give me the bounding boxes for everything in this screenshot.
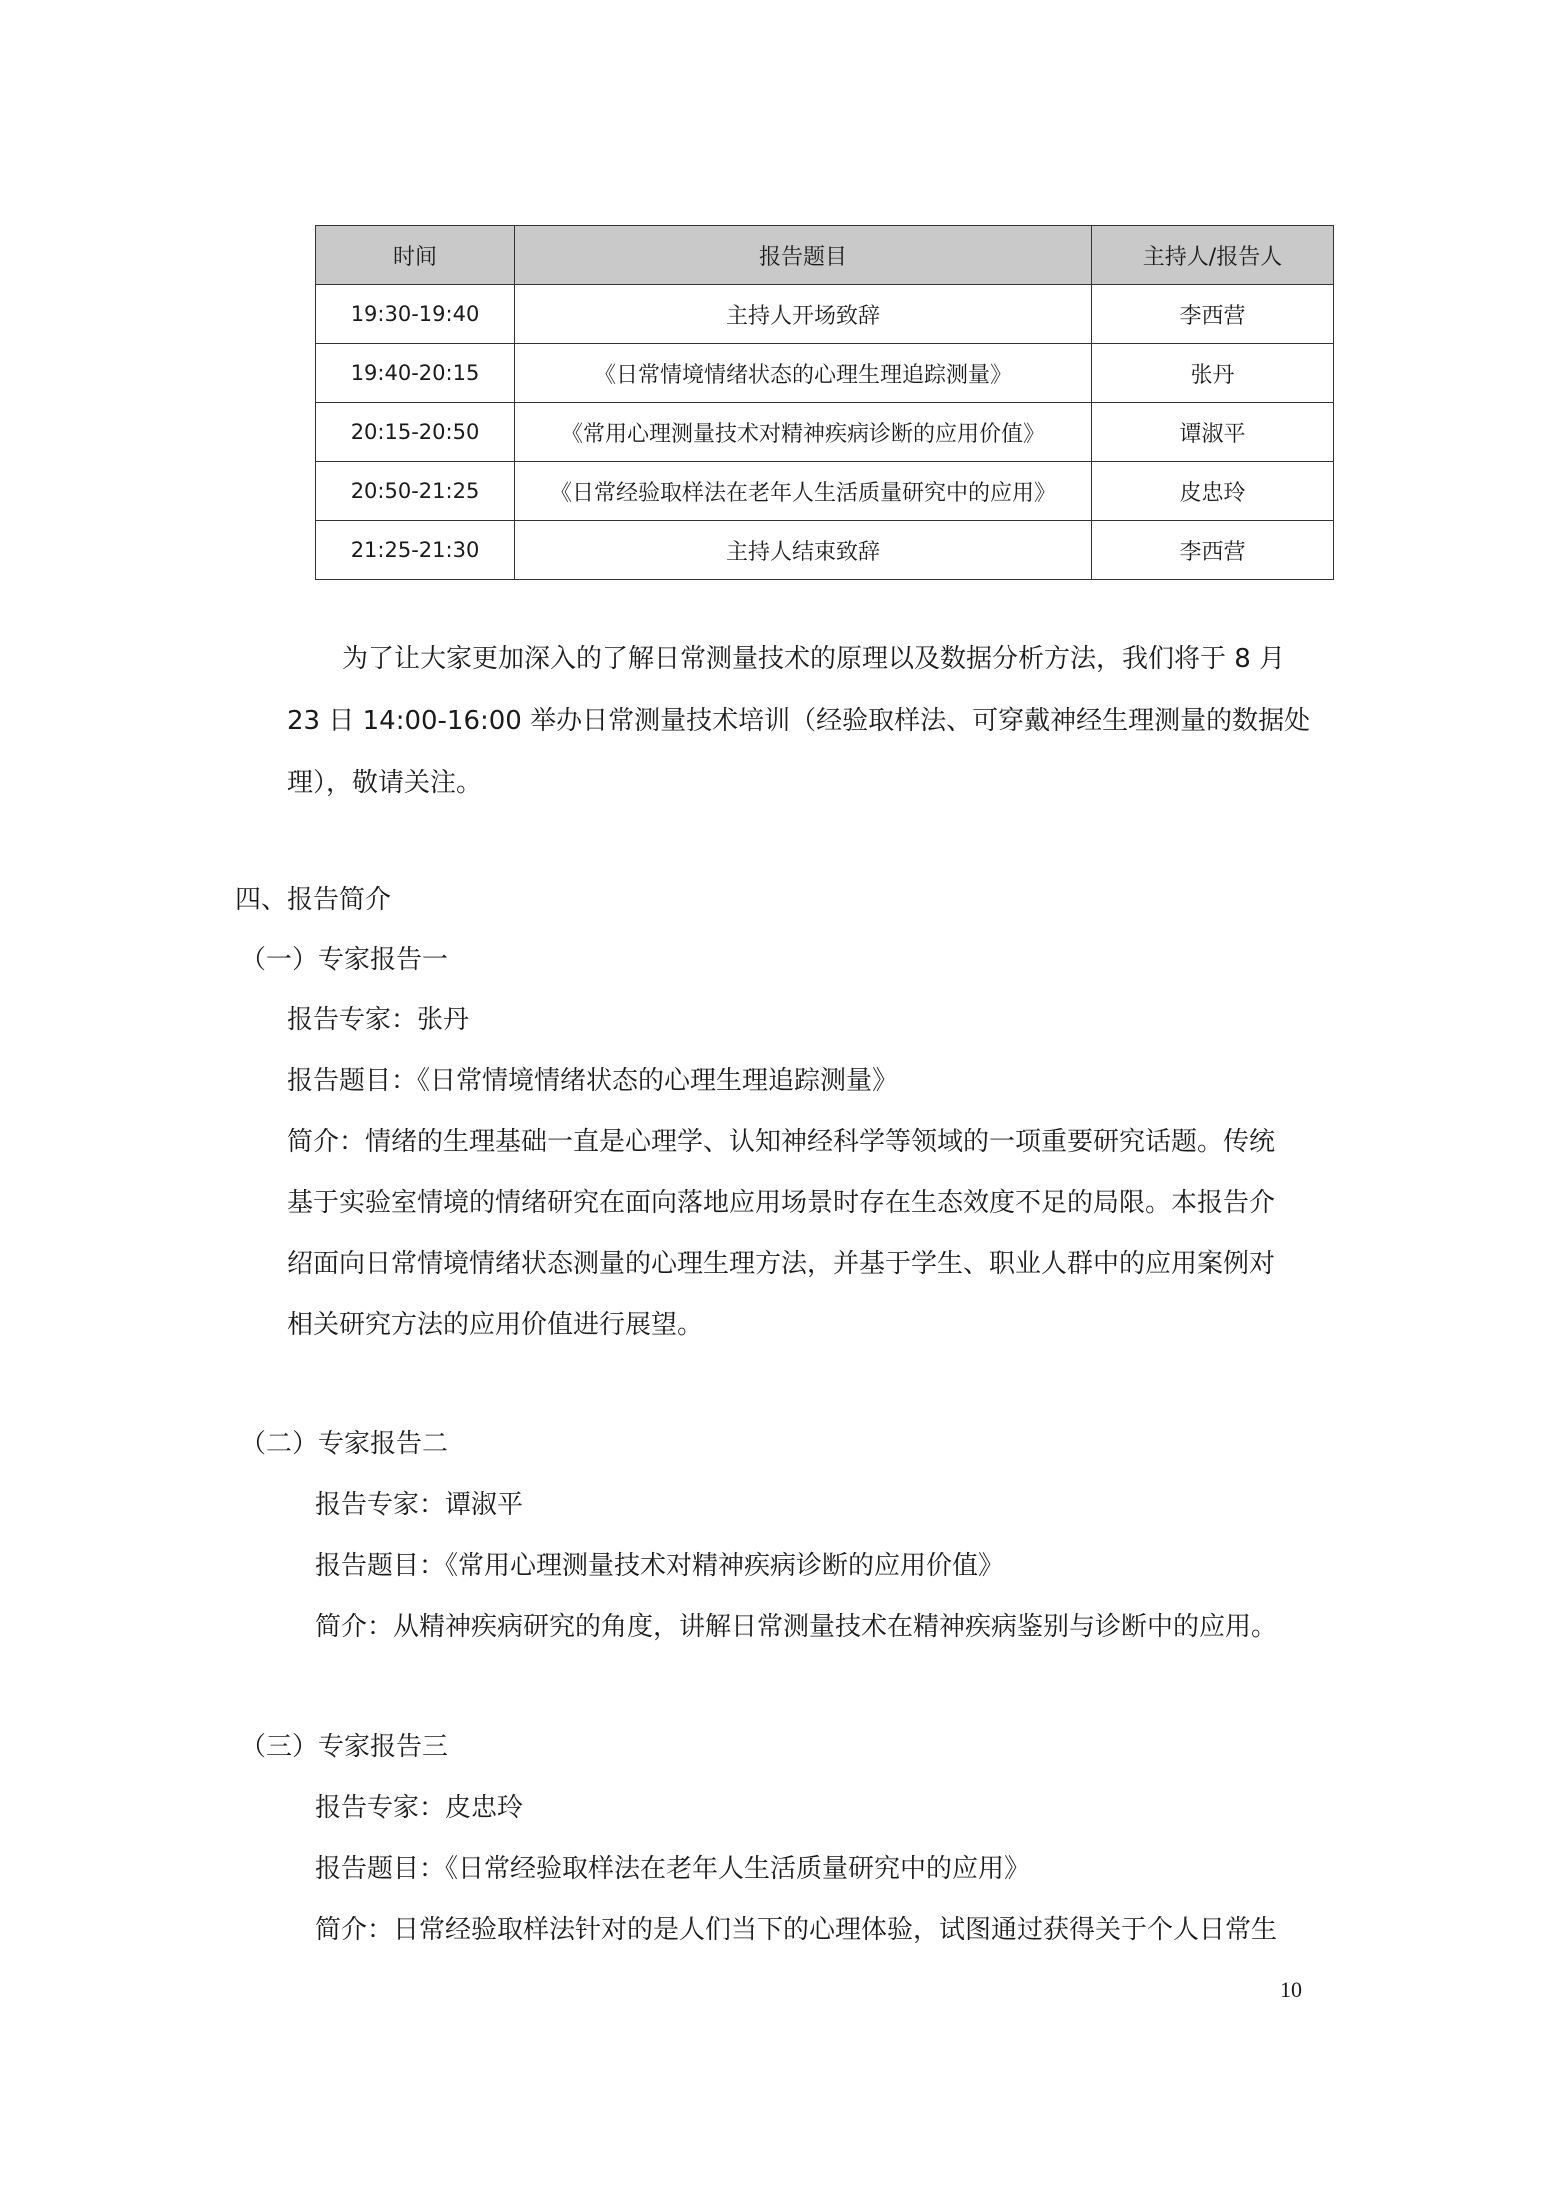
- report-expert: 报告专家：谭淑平: [315, 1490, 524, 1520]
- cell-title: 《日常情境情绪状态的心理生理追踪测量》: [515, 344, 1092, 403]
- summary-line: 基于实验室情境的情绪研究在面向落地应用场景时存在生态效度不足的局限。本报告介: [287, 1188, 1276, 1218]
- cell-title: 主持人开场致辞: [515, 285, 1092, 344]
- intro-line: 23 日 14:00-16:00 举办日常测量技术培训（经验取样法、可穿戴神经生理测量的数据处: [287, 706, 1311, 736]
- section-title: 四、报告简介: [235, 885, 392, 915]
- table-row: [316, 403, 1334, 462]
- report-topic: 报告题目：《日常情境情绪状态的心理生理追踪测量》: [287, 1066, 899, 1096]
- summary-line: 相关研究方法的应用价值进行展望。: [287, 1310, 704, 1340]
- cell-time: 20:50-21:25: [316, 462, 515, 521]
- intro-paragraph: [287, 628, 1311, 814]
- cell-title: 《常用心理测量技术对精神疾病诊断的应用价值》: [515, 403, 1092, 462]
- header-host: 主持人/报告人: [1092, 226, 1334, 285]
- intro-line: 理），敬请关注。: [287, 768, 483, 798]
- report-topic: 报告题目：《日常经验取样法在老年人生活质量研究中的应用》: [315, 1854, 1031, 1884]
- cell-host: 谭淑平: [1092, 403, 1334, 462]
- table-row: [316, 462, 1334, 521]
- cell-time: 19:30-19:40: [316, 285, 515, 344]
- cell-host: 李西营: [1092, 521, 1334, 580]
- table-row: [316, 285, 1334, 344]
- cell-time: 19:40-20:15: [316, 344, 515, 403]
- report-summary: [287, 1112, 1275, 1356]
- cell-time: 21:25-21:30: [316, 521, 515, 580]
- cell-title: 主持人结束致辞: [515, 521, 1092, 580]
- report-expert: 报告专家：皮忠玲: [315, 1793, 524, 1823]
- table-row: [316, 344, 1334, 403]
- summary-line: 简介：情绪的生理基础一直是心理学、认知神经科学等领域的一项重要研究话题。传统: [287, 1127, 1276, 1157]
- intro-line: 为了让大家更加深入的了解日常测量技术的原理以及数据分析方法，我们将于 8 月: [342, 644, 1286, 674]
- report-heading: （三）专家报告三: [240, 1732, 449, 1762]
- summary-line: 绍面向日常情境情绪状态测量的心理生理方法，并基于学生、职业人群中的应用案例对: [287, 1249, 1276, 1279]
- cell-time: 20:15-20:50: [316, 403, 515, 462]
- table-row: [316, 521, 1334, 580]
- cell-host: 皮忠玲: [1092, 462, 1334, 521]
- cell-title: 《日常经验取样法在老年人生活质量研究中的应用》: [515, 462, 1092, 521]
- summary-line: 简介：日常经验取样法针对的是人们当下的心理体验，试图通过获得关于个人日常生: [315, 1915, 1278, 1945]
- report-heading: （一）专家报告一: [240, 945, 449, 975]
- schedule-table: [315, 225, 1334, 580]
- table-header-row: [316, 226, 1334, 285]
- summary-line: 简介：从精神疾病研究的角度，讲解日常测量技术在精神疾病鉴别与诊断中的应用。: [315, 1612, 1278, 1642]
- report-summary: [315, 1597, 1277, 1658]
- report-expert: 报告专家：张丹: [287, 1005, 470, 1035]
- header-title: 报告题目: [515, 226, 1092, 285]
- cell-host: 李西营: [1092, 285, 1334, 344]
- report-topic: 报告题目：《常用心理测量技术对精神疾病诊断的应用价值》: [315, 1551, 1005, 1581]
- page-number: 10: [1280, 1977, 1302, 2002]
- report-summary: [315, 1900, 1277, 1961]
- cell-host: 张丹: [1092, 344, 1334, 403]
- report-heading: （二）专家报告二: [240, 1429, 449, 1459]
- header-time: 时间: [316, 226, 515, 285]
